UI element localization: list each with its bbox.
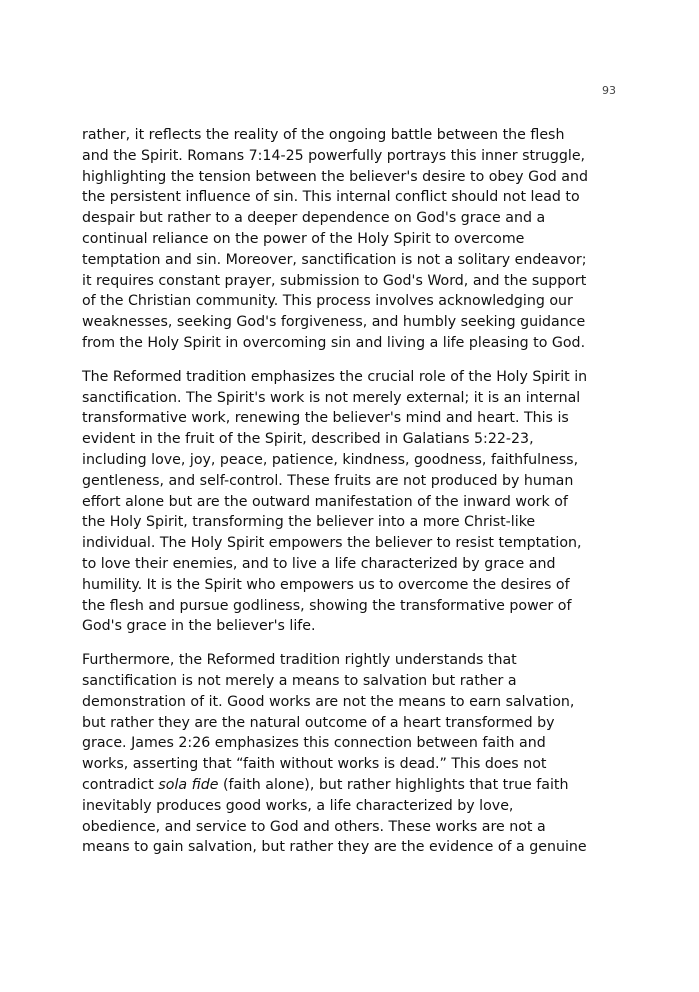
text-line: gentleness, and self-control. These fruits are not produced by human — [82, 472, 574, 489]
text-line: temptation and sin. Moreover, sanctification is not a solitary endeavor; — [82, 251, 587, 268]
text-line: transformative work, renewing the believer's mind and heart. This is — [82, 410, 569, 427]
paragraph-2 — [82, 367, 618, 637]
paragraph-3 — [82, 650, 618, 858]
text-line: despair but rather to a deeper dependence on God's grace and a — [82, 210, 546, 227]
paragraph-1 — [82, 125, 618, 354]
text-line: individual. The Holy Spirit empowers the believer to resist temptation, — [82, 535, 582, 552]
text-line: the flesh and pursue godliness, showing the transformative power of — [82, 597, 572, 614]
text-line: means to gain salvation, but rather they are the evidence of a genuine — [82, 839, 587, 856]
text-line: the Holy Spirit, transforming the believer into a more Christ-like — [82, 514, 536, 531]
text-line: effort alone but are the outward manifestation of the inward work of — [82, 493, 568, 510]
text-line: sanctification is not merely a means to salvation but rather a — [82, 672, 517, 689]
text-line: works, asserting that “faith without works is dead.” This does not — [82, 756, 547, 773]
text-line: demonstration of it. Good works are not the means to earn salvation, — [82, 693, 575, 710]
text-line: humility. It is the Spirit who empowers us to overcome the desires of — [82, 576, 570, 593]
text-line: grace. James 2:26 emphasizes this connection between faith and — [82, 735, 546, 752]
text-line: and the Spirit. Romans 7:14-25 powerfully portrays this inner struggle, — [82, 147, 586, 164]
text-line: but rather they are the natural outcome of a heart transformed by — [82, 714, 555, 731]
text-line: sanctification. The Spirit's work is not merely external; it is an internal — [82, 389, 581, 406]
text-line: highlighting the tension between the believer's desire to obey God and — [82, 168, 588, 185]
text-line-with-italic — [82, 775, 618, 796]
text-line: The Reformed tradition emphasizes the crucial role of the Holy Spirit in — [82, 368, 588, 385]
text-line: including love, joy, peace, patience, kindness, goodness, faithfulness, — [82, 451, 579, 468]
text-line: obedience, and service to God and others. These works are not a — [82, 818, 546, 835]
document-body — [82, 125, 618, 871]
text-line: of the Christian community. This process involves acknowledging our — [82, 293, 573, 310]
text-line: evident in the fruit of the Spirit, described in Galatians 5:22-23, — [82, 431, 534, 448]
text-line: inevitably produces good works, a life characterized by love, — [82, 797, 514, 814]
text-line: it requires constant prayer, submission to God's Word, and the support — [82, 272, 587, 289]
text-line: from the Holy Spirit in overcoming sin and living a life pleasing to God. — [82, 334, 586, 351]
page-number: 93 — [602, 84, 616, 97]
text-line: God's grace in the believer's life. — [82, 618, 316, 635]
text-line: continual reliance on the power of the Holy Spirit to overcome — [82, 230, 525, 247]
text-line: the persistent influence of sin. This internal conflict should not lead to — [82, 189, 580, 206]
text-fragment: (faith alone), but rather highlights that true faith — [218, 776, 569, 793]
text-line: Furthermore, the Reformed tradition rightly understands that — [82, 652, 517, 669]
text-line: weaknesses, seeking God's forgiveness, and humbly seeking guidance — [82, 314, 586, 331]
text-line: to love their enemies, and to live a life characterized by grace and — [82, 555, 556, 572]
text-fragment: contradict — [82, 776, 159, 793]
text-line: rather, it reflects the reality of the ongoing battle between the flesh — [82, 127, 565, 143]
italic-term: sola fide — [158, 776, 219, 793]
